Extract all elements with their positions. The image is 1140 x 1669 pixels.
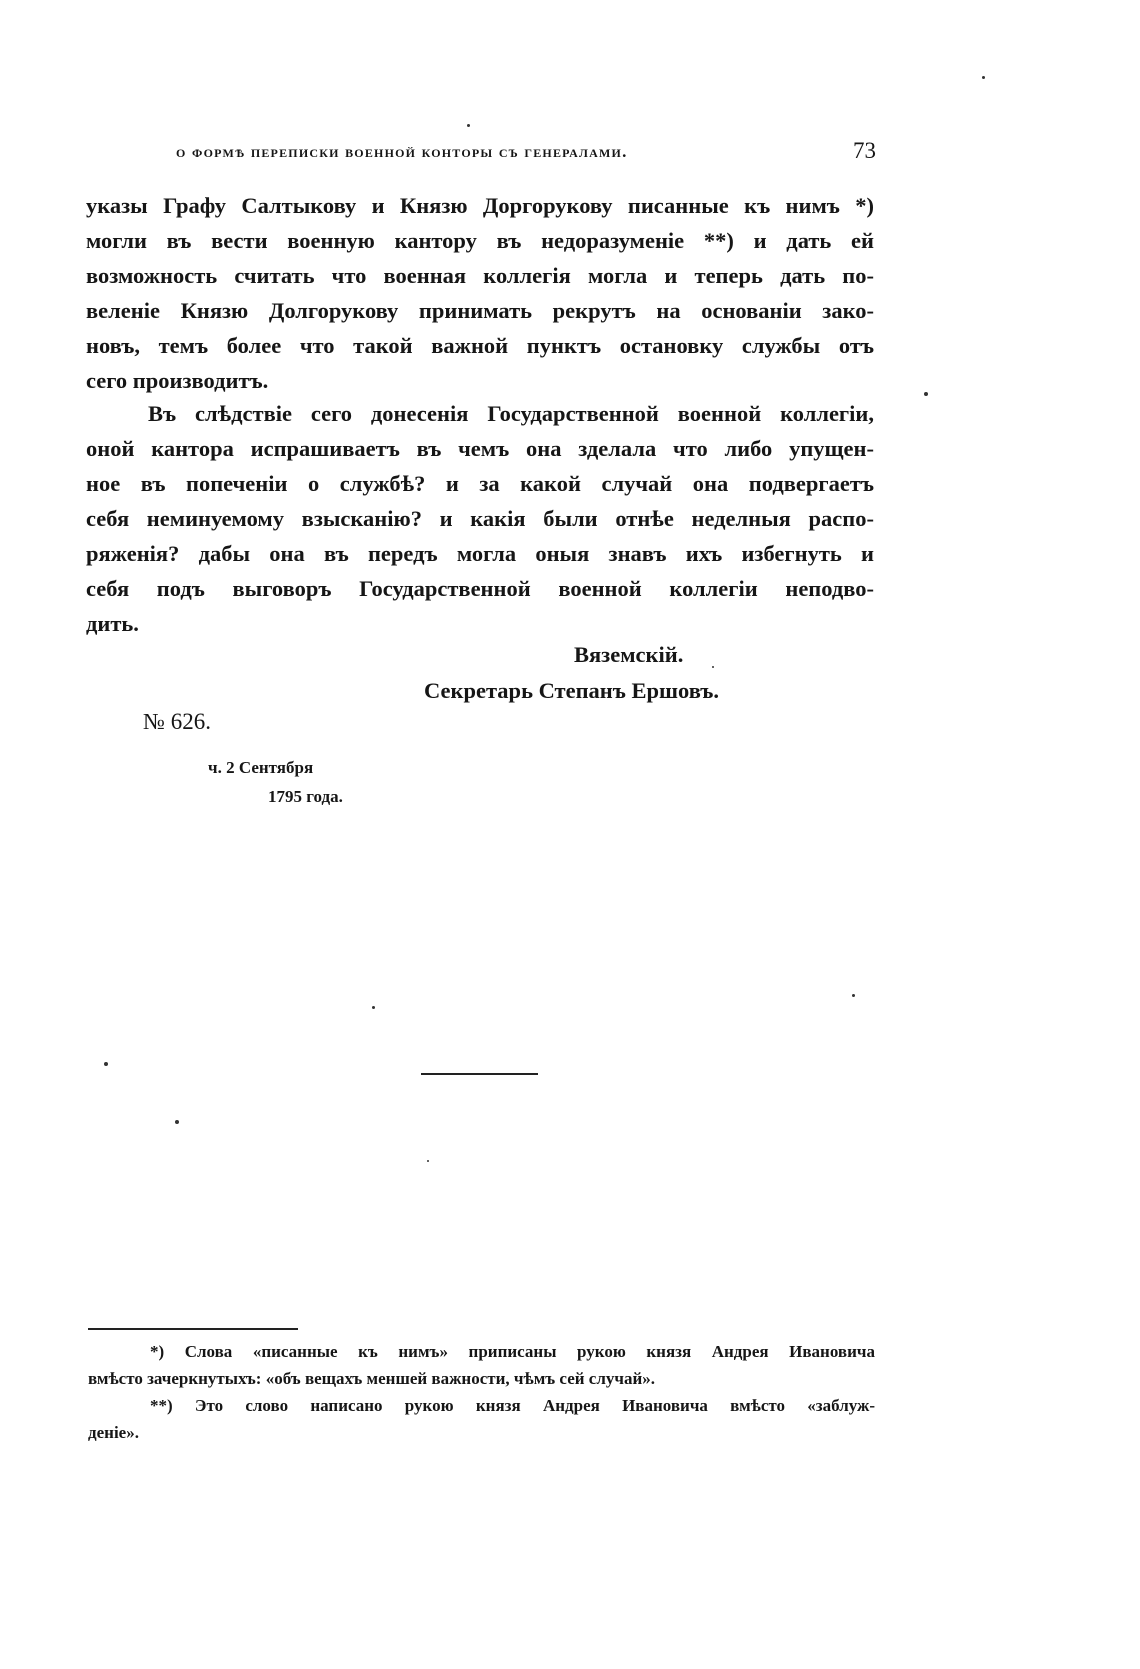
scan-speck [712, 666, 714, 668]
footnote-1-line: *) Слова «писанные къ нимъ» приписаны рукою князя Андрея Ивановича [150, 1342, 875, 1361]
scan-speck [924, 392, 928, 396]
text-line: указы Графу Салтыкову и Князю Доргорукову писанные къ нимъ *) [86, 193, 874, 218]
paragraph-1 [86, 188, 874, 398]
scan-speck [427, 1160, 429, 1162]
running-header [176, 138, 876, 168]
date-line-2: 1795 года. [268, 787, 343, 806]
footnote-2-line: **) Это слово написано рукою князя Андрея Ивановича вмѣсто «заблуж- [150, 1396, 875, 1415]
page-number: 73 [853, 138, 876, 163]
text-line: Въ слѣдствіе сего донесенія Государственной военной коллегіи, [148, 401, 874, 426]
footnote-1-line: вмѣсто зачеркнутыхъ: «объ вещахъ меншей важности, чѣмъ сей случай». [88, 1369, 655, 1388]
scan-speck [852, 994, 855, 997]
signature-name: Вяземскій. [574, 642, 684, 667]
section-separator [421, 1073, 538, 1075]
scan-speck [175, 1120, 179, 1124]
footnote-rule [88, 1328, 298, 1330]
scan-speck [372, 1006, 375, 1009]
date-line-1: ч. 2 Сентября [208, 758, 314, 777]
text-line: себя подъ выговоръ Государственной военной коллегіи неподво- [86, 576, 874, 601]
text-line: новъ, темъ более что такой важной пунктъ остановку службы отъ [86, 333, 874, 358]
text-line: веленіе Князю Долгорукову принимать рекрутъ на основаніи зако- [86, 298, 874, 323]
text-line: себя неминуемому взысканію? и какія были отнѣе неделныя распо- [86, 506, 874, 531]
text-line: возможность считать что военная коллегія могла и теперь дать по- [86, 263, 874, 288]
text-line: дить. [86, 611, 139, 636]
footnote-2-line: деніе». [88, 1423, 139, 1442]
text-line: могли въ вести военную кантору въ недоразуменіе **) и дать ей [86, 228, 874, 253]
scan-speck [982, 76, 985, 79]
text-line: оной кантора испрашиваетъ въ чемъ она зделала что либо упущен- [86, 436, 874, 461]
paragraph-2 [86, 396, 874, 641]
signature-secretary: Секретарь Степанъ Ершовъ. [424, 678, 720, 703]
text-line: сего производитъ. [86, 368, 269, 393]
document-number: № 626. [143, 709, 211, 734]
text-line: ное въ попеченіи о службѣ? и за какой случай она подвергаетъ [86, 471, 874, 496]
scan-speck [104, 1062, 108, 1066]
text-line: ряженія? дабы она въ передъ могла оныя знавъ ихъ избегнуть и [86, 541, 874, 566]
footnotes [88, 1338, 875, 1446]
header-title: о формѣ переписки военной конторы съ генералами. [176, 142, 628, 161]
scan-speck [467, 124, 470, 127]
